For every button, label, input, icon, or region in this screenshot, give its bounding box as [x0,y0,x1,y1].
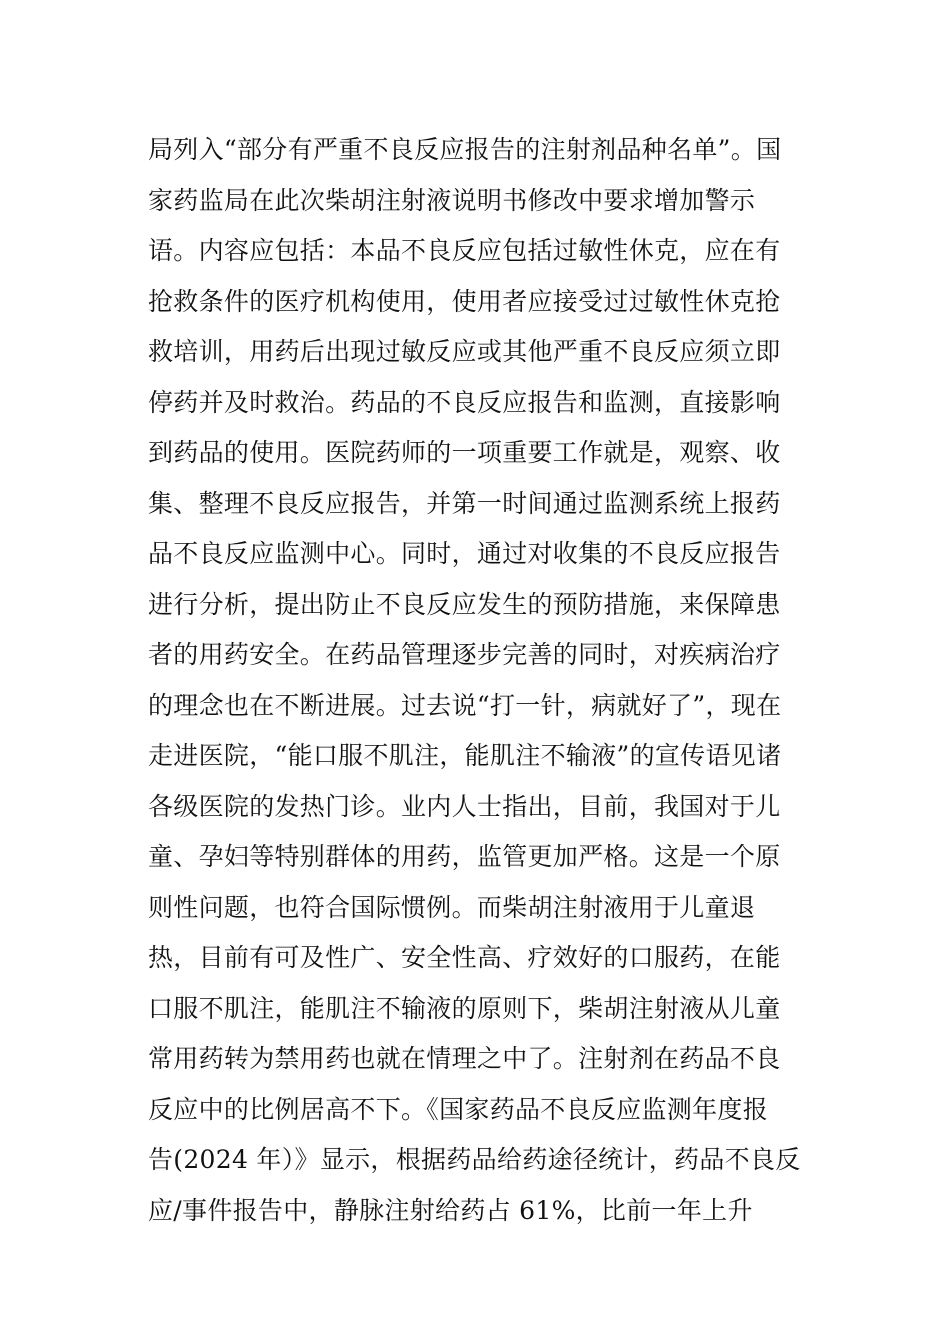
text-line: 常用药转为禁用药也就在情理之中了。注射剂在药品不良 [148,1044,781,1073]
text-line: 进行分析，提出防止不良反应发生的预防措施，来保障患 [148,589,781,619]
text-line: 反应中的比例居高不下。《国家药品不良反应监测年度报 [148,1094,769,1124]
text-line: 则性问题，也符合国际惯例。而柴胡注射液用于儿童退 [148,892,756,922]
text-line: 语。内容应包括：本品不良反应包括过敏性休克，应在有 [148,236,781,265]
text-line: 走进医院，“能口服不肌注，能肌注不输液”的宣传语见诸 [148,741,782,770]
text-line: 的理念也在不断进展。过去说“打一针，病就好了”，现在 [148,690,782,720]
body-paragraph [148,125,808,1236]
text-line: 家药监局在此次柴胡注射液说明书修改中要求增加警示 [148,185,756,215]
text-line: 抢救条件的医疗机构使用，使用者应接受过过敏性休克抢 [148,286,781,316]
text-line: 童、孕妇等特别群体的用药，监管更加严格。这是一个原 [148,842,781,871]
text-line: 救培训，用药后出现过敏反应或其他严重不良反应须立即 [148,337,781,366]
text-line: 热，目前有可及性广、安全性高、疗效好的口服药，在能 [148,943,781,972]
text-line: 停药并及时救治。药品的不良反应报告和监测，直接影响 [148,387,781,417]
text-line: 告(2024 年）》显示，根据药品给药途径统计，药品不良反 [148,1145,801,1174]
text-line: 品不良反应监测中心。同时，通过对收集的不良反应报告 [148,539,781,568]
text-line: 应/事件报告中，静脉注射给药占 61%，比前一年上升 [148,1195,753,1225]
text-line: 局列入“部分有严重不良反应报告的注射剂品种名单”。国 [148,135,782,164]
text-line: 到药品的使用。医院药师的一项重要工作就是，观察、收 [148,438,781,467]
text-line: 者的用药安全。在药品管理逐步完善的同时，对疾病治疗 [148,640,781,669]
text-line: 各级医院的发热门诊。业内人士指出，目前，我国对于儿 [148,791,781,821]
text-line: 口服不肌注，能肌注不输液的原则下，柴胡注射液从儿童 [148,993,781,1023]
text-line: 集、整理不良反应报告，并第一时间通过监测系统上报药 [148,488,781,518]
